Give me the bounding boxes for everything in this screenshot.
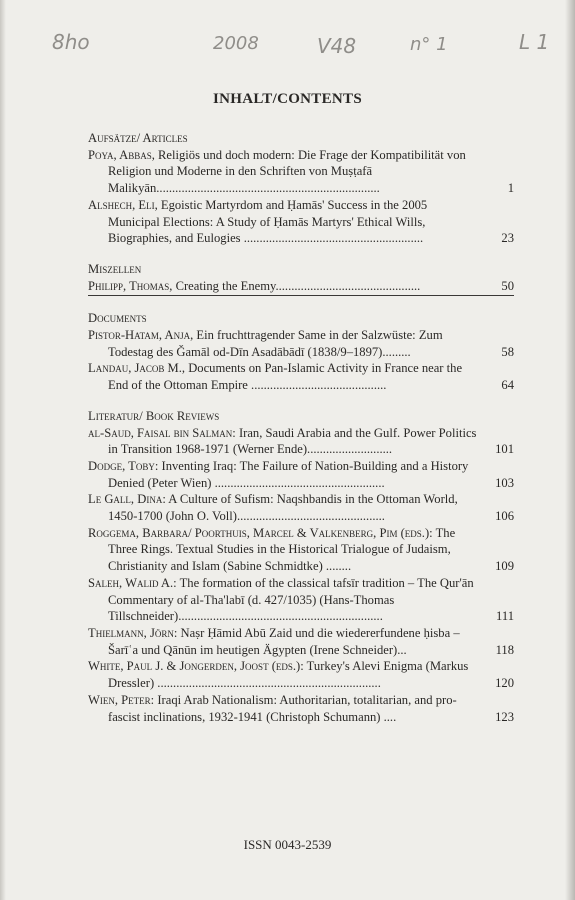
entry-title: Egoistic Martyrdom and Ḥamās' Success in the 2005 Municipal Elections: A Study of Ḥamās Martyrs' Ethical Wills, Biographies, and Eulogies ......................................................... xyxy=(108,197,428,246)
entry-title: Naṣr Ḥāmid Abū Zaid und die wiedererfundene ḥisba – Šarīʿa und Qānūn im heutigen Ägypten (Irene Schneider)... xyxy=(108,625,460,657)
toc-entry xyxy=(88,147,514,197)
toc-entry xyxy=(88,692,514,725)
section-heading: Documents xyxy=(88,311,147,326)
section-spacer xyxy=(88,296,514,310)
toc-entry xyxy=(88,278,514,295)
entry-page-number: 23 xyxy=(501,231,514,246)
entry-page-number: 120 xyxy=(495,676,514,691)
section-heading: Miszellen xyxy=(88,261,142,276)
entry-page-number: 64 xyxy=(501,378,514,393)
handwritten-year: 2008 xyxy=(213,33,259,54)
toc-entry xyxy=(88,327,514,360)
entry-author: Wien, Peter: xyxy=(88,692,155,707)
entry-page-number: 50 xyxy=(501,278,514,293)
entry-title: Inventing Iraq: The Failure of Nation-Building and a History Denied (Peter Wien) ...................................................... xyxy=(108,458,469,490)
entry-title: Creating the Enemy.............................................. xyxy=(172,278,421,293)
toc-section xyxy=(88,310,514,394)
section-spacer xyxy=(88,394,514,408)
toc-entry xyxy=(88,525,514,575)
entry-author: White, Paul J. & Jongerden, Joost (eds.): xyxy=(88,659,304,674)
toc-entry xyxy=(88,197,514,247)
toc-section xyxy=(88,130,514,247)
entry-author: al-Saud, Faisal bin Salman: xyxy=(88,425,236,440)
entry-title: Turkey's Alevi Enigma (Markus Dressler) ....................................................................... xyxy=(108,659,469,691)
section-heading: Aufsätze/ Articles xyxy=(88,131,188,145)
handwritten-number: n° 1 xyxy=(410,34,448,55)
entry-page-number: 118 xyxy=(495,642,514,657)
entry-author: Alshech, Eli, xyxy=(88,197,158,212)
entry-page-number: 58 xyxy=(501,344,514,359)
entry-title: Documents on Pan-Islamic Activity in France near the End of the Ottoman Empire ........................................... xyxy=(108,361,463,393)
entry-page-number: 109 xyxy=(495,559,514,574)
handwritten-volume: V48 xyxy=(317,34,357,58)
entry-title: Iraqi Arab Nationalism: Authoritarian, totalitarian, and pro-fascist inclinations, 1932-1941 (Christoph Schumann) .... xyxy=(108,692,457,724)
entry-title: Religiös und doch modern: Die Frage der Kompatibilität von Religion und Moderne in den Schriften von Muṣṭafā Malikyān....................................................................... xyxy=(108,147,466,196)
handwritten-note-1: 8ho xyxy=(52,30,90,54)
section-heading: Literatur/ Book Reviews xyxy=(88,408,220,423)
entry-title: A Culture of Sufism: Naqshbandis in the Ottoman World, 1450-1700 (John O. Voll)............................................... xyxy=(108,492,458,524)
entry-author: Dodge, Toby: xyxy=(88,458,159,473)
entry-author: Roggema, Barbara/ Poorthuis, Marcel & Valkenberg, Pim (eds.): xyxy=(88,525,433,540)
entry-page-number: 106 xyxy=(495,509,514,524)
page-edge-shadow xyxy=(0,0,6,900)
entry-page-number: 1 xyxy=(507,181,514,196)
section-spacer xyxy=(88,247,514,261)
entry-page-number: 123 xyxy=(495,709,514,724)
entry-author: Thielmann, Jörn: xyxy=(88,625,178,640)
entry-title: Iran, Saudi Arabia and the Gulf. Power Politics in Transition 1968-1971 (Werner Ende)........................... xyxy=(108,425,477,457)
toc-entry xyxy=(88,575,514,625)
toc-section xyxy=(88,261,514,296)
toc-entry xyxy=(88,458,514,491)
page-title: INHALT/CONTENTS xyxy=(213,91,362,107)
entry-title: The Three Rings. Textual Studies in the Historical Trialogue of Judaism, Christianity and Islam (Sabine Schmidtke) ........ xyxy=(108,525,456,574)
entry-title: The formation of the classical tafsīr tradition – The Qur'ān Commentary of al-Tha'labī (d. 427/1035) (Hans-Thomas Tillschneider)................................................................. xyxy=(108,575,474,624)
entry-author: Poya, Abbas, xyxy=(88,147,155,162)
toc-section xyxy=(88,408,514,725)
toc-entry xyxy=(88,658,514,691)
entry-author: Saleh, Walid A.: xyxy=(88,575,177,590)
handwritten-note-2: L 1 xyxy=(519,30,550,54)
entry-page-number: 101 xyxy=(495,442,514,457)
entry-author: Philipp, Thomas, xyxy=(88,278,173,293)
right-edge-shadow xyxy=(565,0,575,900)
entry-author: Pistor-Hatam, Anja, xyxy=(88,328,194,343)
toc-entry xyxy=(88,360,514,393)
toc-entry xyxy=(88,625,514,658)
table-of-contents xyxy=(88,130,514,725)
entry-page-number: 111 xyxy=(496,609,514,624)
entry-title: Ein fruchttragender Same in der Salzwüste: Zum Todestag des Ǧamāl od-Dīn Asadābādī (1838/9–1897)......... xyxy=(108,328,443,359)
toc-entry xyxy=(88,425,514,458)
entry-page-number: 103 xyxy=(495,475,514,490)
entry-author: Landau, Jacob M., xyxy=(88,361,186,376)
toc-entry xyxy=(88,491,514,524)
entry-author: Le Gall, Dina: xyxy=(88,492,166,507)
issn-number: ISSN 0043-2539 xyxy=(243,837,332,852)
